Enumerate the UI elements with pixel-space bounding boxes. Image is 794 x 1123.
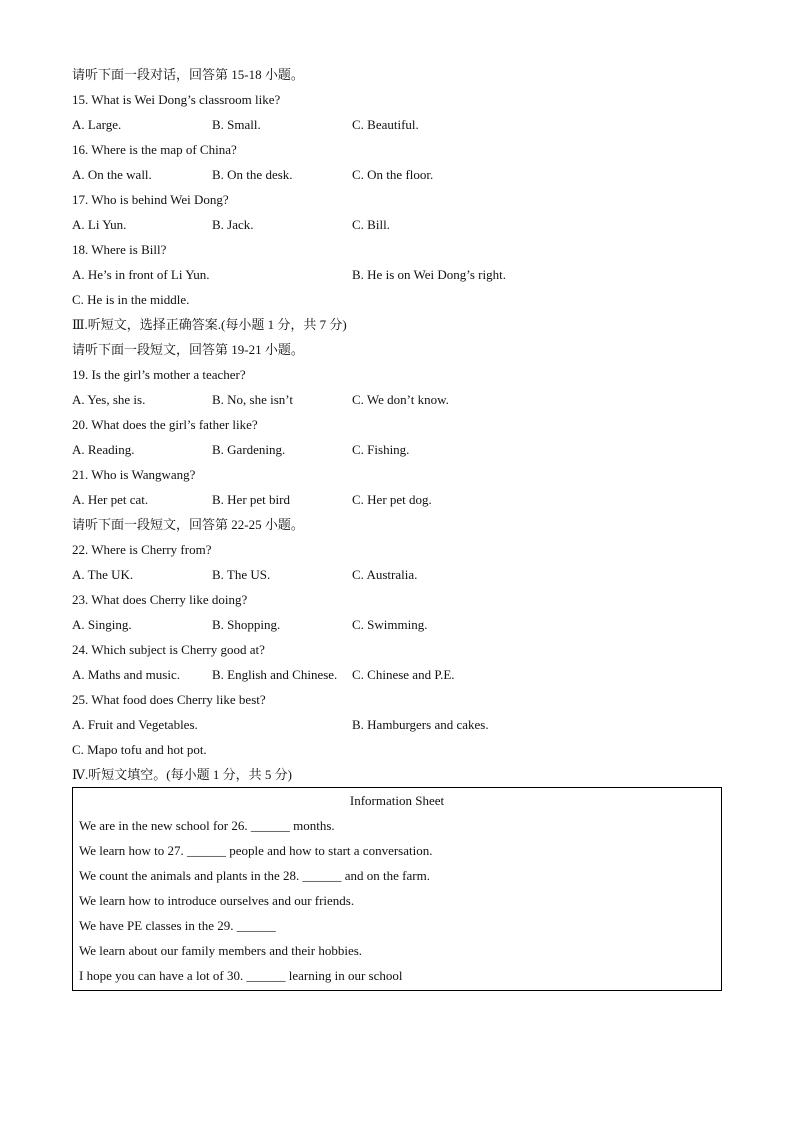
question-16: 16. Where is the map of China? xyxy=(72,142,237,157)
information-sheet-row: We are in the new school for 26. ______ months. xyxy=(79,818,335,833)
option-c: C. Fishing. xyxy=(352,442,410,457)
option-b: B. He is on Wei Dong’s right. xyxy=(352,267,506,282)
section-instruction: 请听下面一段短文，回答第 19-21 小题。 xyxy=(72,342,304,357)
option-a: A. Li Yun. xyxy=(72,217,127,232)
information-sheet-row: I hope you can have a lot of 30. ______ learning in our school xyxy=(79,968,403,983)
question-23: 23. What does Cherry like doing? xyxy=(72,592,248,607)
option-c: C. Bill. xyxy=(352,217,390,232)
information-sheet-row: We learn about our family members and their hobbies. xyxy=(79,943,363,958)
question-22-options xyxy=(72,562,722,587)
option-b: B. The US. xyxy=(212,567,271,582)
option-a: A. Reading. xyxy=(72,442,135,457)
option-c: C. He is in the middle. xyxy=(72,292,190,307)
question-17: 17. Who is behind Wei Dong? xyxy=(72,192,229,207)
option-a: A. Singing. xyxy=(72,617,132,632)
information-sheet-row: We learn how to 27. ______ people and how to start a conversation. xyxy=(79,843,433,858)
option-b: B. Gardening. xyxy=(212,442,286,457)
question-20: 20. What does the girl’s father like? xyxy=(72,417,258,432)
option-b: B. On the desk. xyxy=(212,167,293,182)
question-25: 25. What food does Cherry like best? xyxy=(72,692,266,707)
option-a: A. Her pet cat. xyxy=(72,492,149,507)
option-b: B. No, she isn’t xyxy=(212,392,294,407)
option-c: C. We don’t know. xyxy=(352,392,449,407)
question-21: 21. Who is Wangwang? xyxy=(72,467,196,482)
option-b: B. Jack. xyxy=(212,217,254,232)
option-c: C. Mapo tofu and hot pot. xyxy=(72,742,207,757)
option-c: C. Australia. xyxy=(352,567,418,582)
option-c: C. Chinese and P.E. xyxy=(352,667,455,682)
question-22: 22. Where is Cherry from? xyxy=(72,542,212,557)
section-instruction: 请听下面一段短文，回答第 22-25 小题。 xyxy=(72,517,304,532)
question-18-options xyxy=(72,262,722,287)
option-a: A. Fruit and Vegetables. xyxy=(72,717,198,732)
section-instruction: 请听下面一段对话，回答第 15-18 小题。 xyxy=(72,67,304,82)
information-sheet-row: We learn how to introduce ourselves and our friends. xyxy=(79,893,355,908)
question-15: 15. What is Wei Dong’s classroom like? xyxy=(72,92,281,107)
option-c: C. Her pet dog. xyxy=(352,492,432,507)
question-21-options xyxy=(72,487,722,512)
section-heading: Ⅲ.听短文，选择正确答案.(每小题 1 分，共 7 分) xyxy=(72,317,347,332)
question-16-options xyxy=(72,162,722,187)
question-24: 24. Which subject is Cherry good at? xyxy=(72,642,265,657)
option-b: B. Her pet bird xyxy=(212,492,290,507)
exam-page xyxy=(72,62,722,991)
information-sheet-row: We count the animals and plants in the 28. ______ and on the farm. xyxy=(79,868,430,883)
information-sheet xyxy=(72,787,722,991)
option-a: A. The UK. xyxy=(72,567,134,582)
option-a: A. Yes, she is. xyxy=(72,392,146,407)
option-b: B. English and Chinese. xyxy=(212,667,338,682)
option-a: A. On the wall. xyxy=(72,167,152,182)
option-a: A. Large. xyxy=(72,117,122,132)
question-23-options xyxy=(72,612,722,637)
section-heading: Ⅳ.听短文填空。(每小题 1 分，共 5 分) xyxy=(72,767,292,782)
option-b: B. Small. xyxy=(212,117,261,132)
question-17-options xyxy=(72,212,722,237)
option-c: C. On the floor. xyxy=(352,167,434,182)
option-a: A. Maths and music. xyxy=(72,667,180,682)
question-19: 19. Is the girl’s mother a teacher? xyxy=(72,367,246,382)
question-15-options xyxy=(72,112,722,137)
question-18: 18. Where is Bill? xyxy=(72,242,167,257)
question-24-options xyxy=(72,662,722,687)
option-b: B. Hamburgers and cakes. xyxy=(352,717,489,732)
question-20-options xyxy=(72,437,722,462)
information-sheet-title: Information Sheet xyxy=(349,793,445,808)
option-c: C. Swimming. xyxy=(352,617,428,632)
option-c: C. Beautiful. xyxy=(352,117,419,132)
information-sheet-row: We have PE classes in the 29. ______ xyxy=(79,918,276,933)
question-19-options xyxy=(72,387,722,412)
question-25-options xyxy=(72,712,722,737)
option-a: A. He’s in front of Li Yun. xyxy=(72,267,210,282)
option-b: B. Shopping. xyxy=(212,617,281,632)
